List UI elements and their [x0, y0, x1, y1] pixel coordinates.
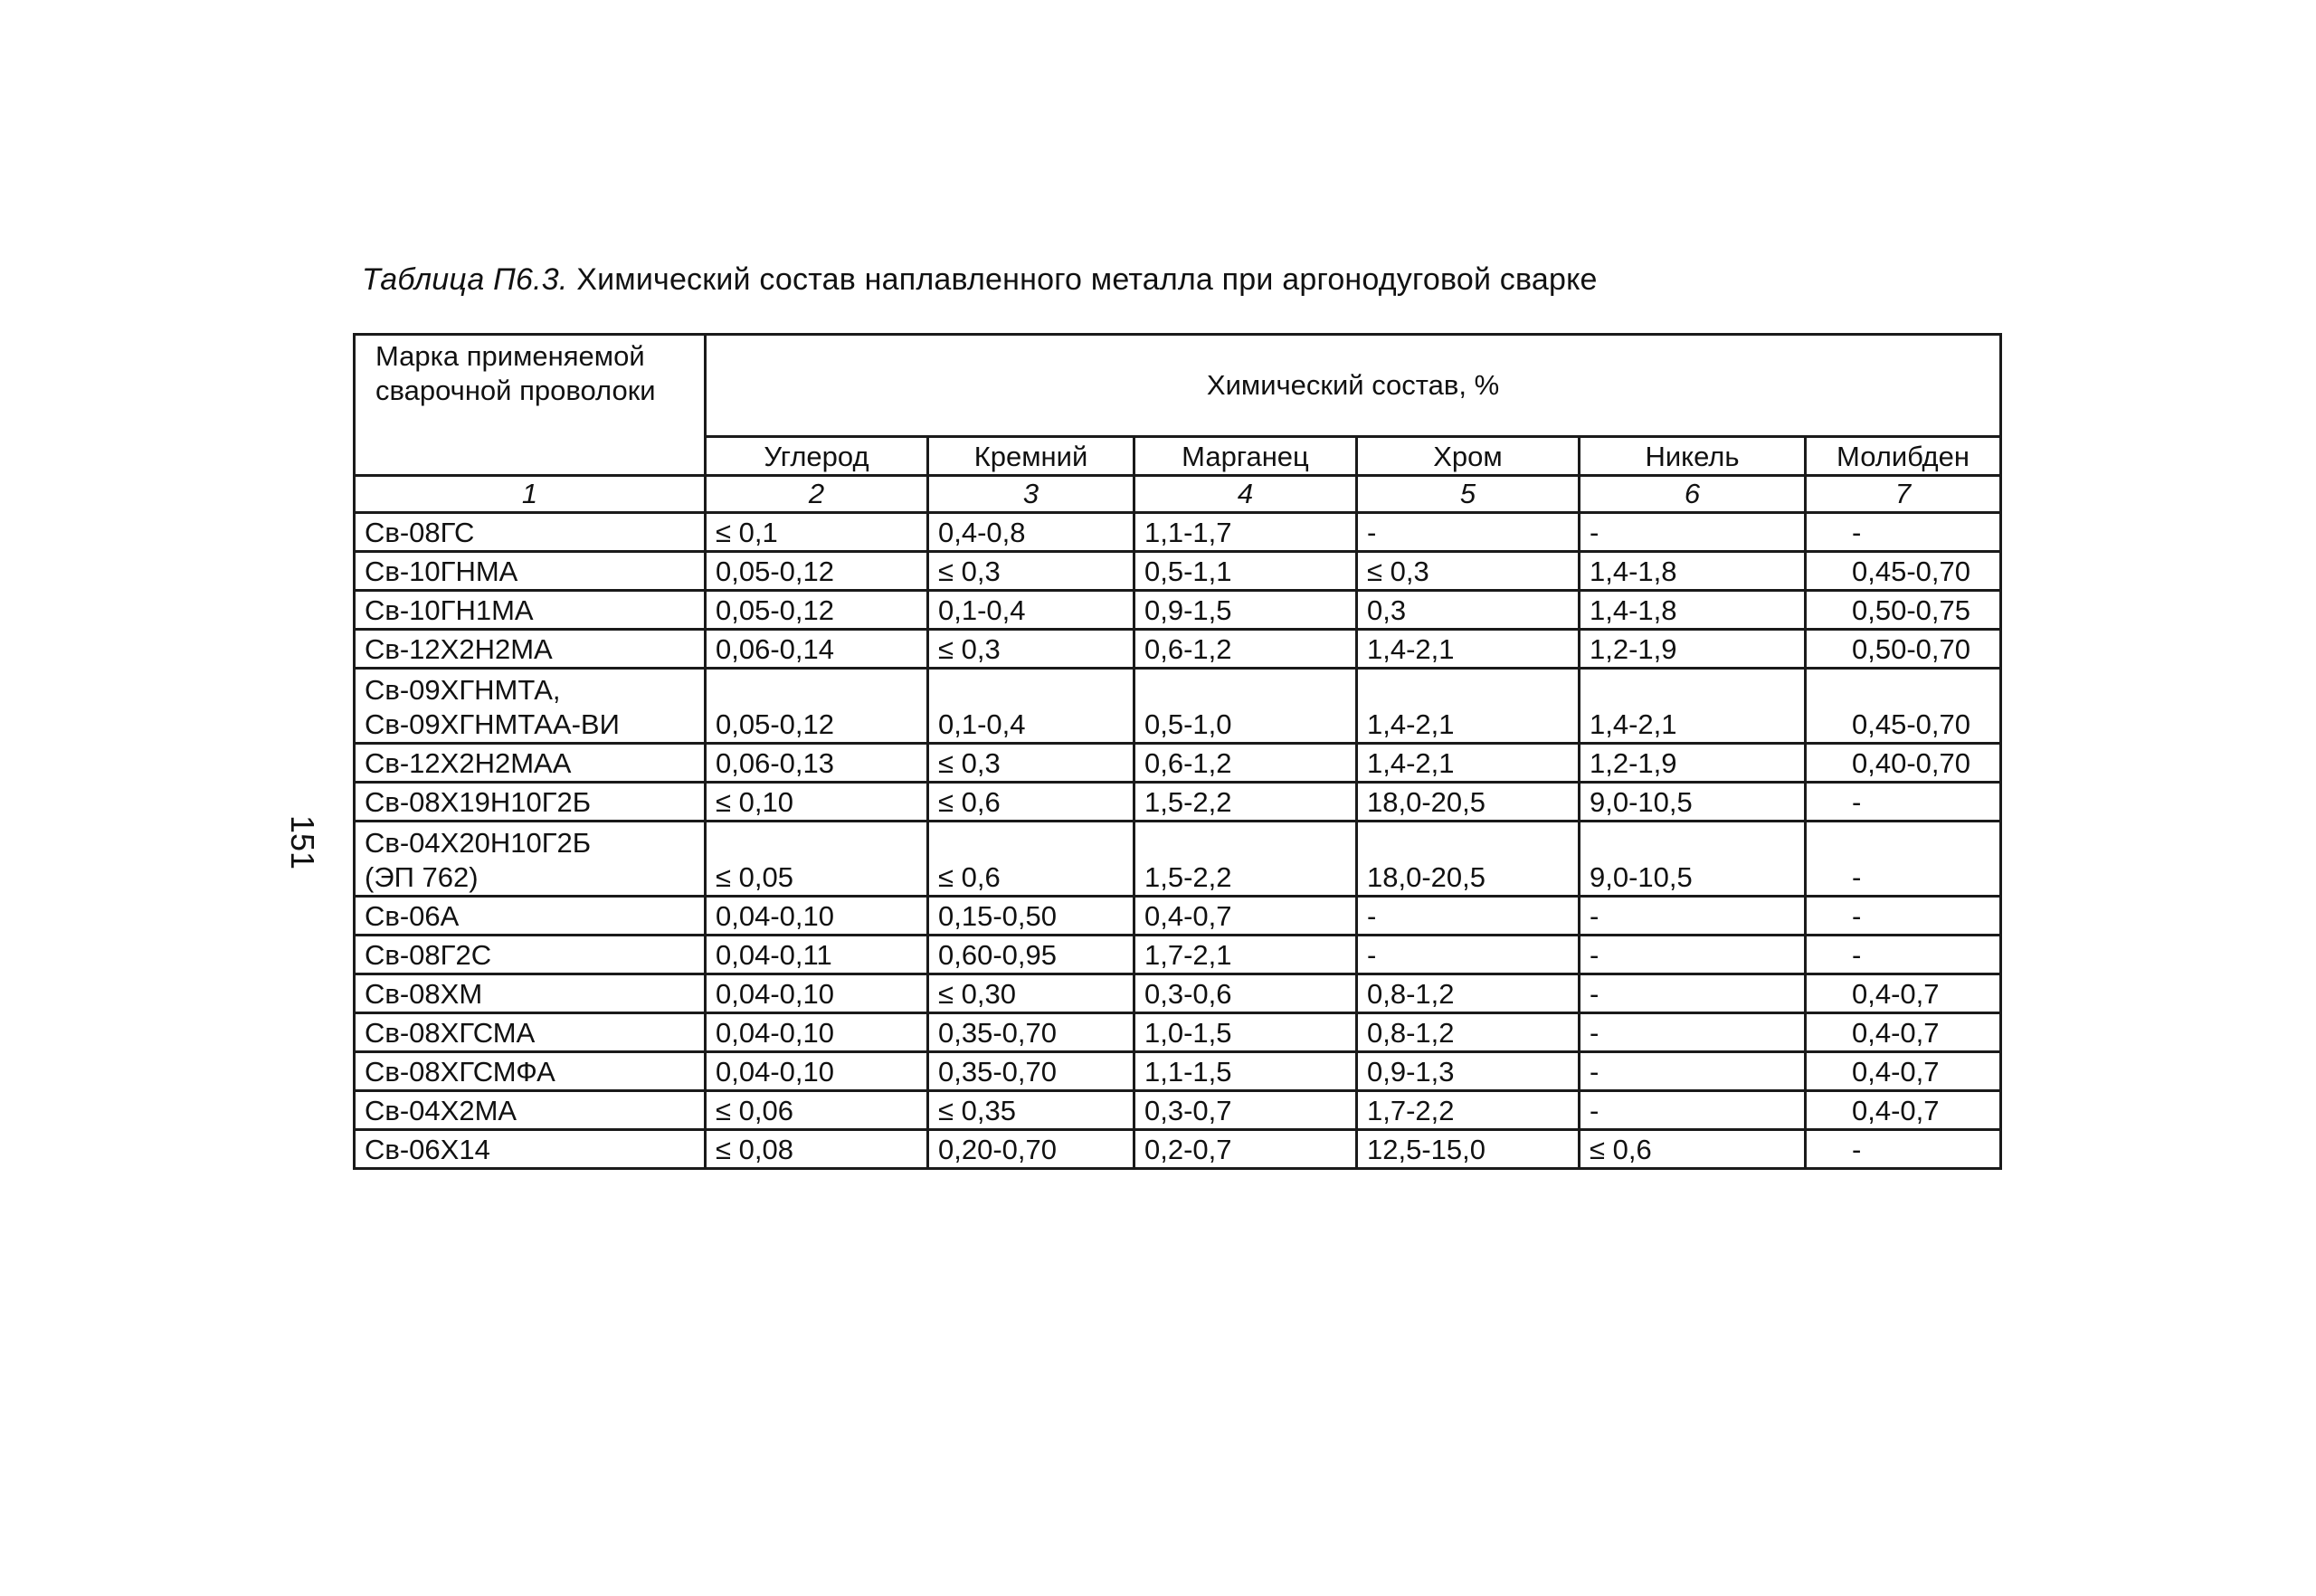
composition-value: - [1806, 936, 2001, 974]
composition-value: 9,0-10,5 [1580, 783, 1806, 822]
wire-mark: Св-08Г2С [365, 939, 492, 971]
composition-value: 0,20-0,70 [928, 1130, 1134, 1169]
mark-column-header: Марка применяемой сварочной проволоки [355, 335, 706, 476]
table-row [355, 552, 2001, 591]
wire-mark: Св-04Х20Н10Г2Б [365, 827, 592, 859]
wire-mark-cell [355, 1052, 706, 1091]
wire-mark-cell [355, 974, 706, 1013]
wire-mark: Св-09ХГНМТАА-ВИ [365, 708, 620, 740]
composition-value: 1,7-2,2 [1357, 1091, 1580, 1130]
wire-mark-cell [355, 669, 706, 744]
wire-mark: Св-08ХМ [365, 978, 483, 1010]
header-row-main [355, 335, 2001, 437]
composition-value: 1,2-1,9 [1580, 744, 1806, 783]
composition-value: - [1806, 783, 2001, 822]
composition-value: ≤ 0,3 [928, 630, 1134, 669]
composition-value: 0,3-0,7 [1134, 1091, 1357, 1130]
composition-value: ≤ 0,6 [928, 822, 1134, 897]
composition-value: 1,5-2,2 [1134, 822, 1357, 897]
composition-value: 0,4-0,8 [928, 513, 1134, 552]
composition-value: 0,2-0,7 [1134, 1130, 1357, 1169]
composition-value: 0,8-1,2 [1357, 974, 1580, 1013]
table-row [355, 630, 2001, 669]
composition-value: - [1580, 897, 1806, 936]
page-number: 151 [284, 814, 322, 870]
table-row [355, 783, 2001, 822]
composition-value: 0,45-0,70 [1806, 552, 2001, 591]
composition-value: 1,2-1,9 [1580, 630, 1806, 669]
composition-value: 0,40-0,70 [1806, 744, 2001, 783]
composition-value: 0,04-0,11 [706, 936, 928, 974]
table-row [355, 744, 2001, 783]
table-row [355, 669, 2001, 744]
composition-value: 0,3 [1357, 591, 1580, 630]
composition-value: 0,5-1,0 [1134, 669, 1357, 744]
wire-mark: Св-12Х2Н2МА [365, 633, 553, 665]
column-number: 1 [355, 476, 706, 513]
composition-value: 0,05-0,12 [706, 669, 928, 744]
composition-value: - [1357, 897, 1580, 936]
header-row-numbers [355, 476, 2001, 513]
wire-mark-cell [355, 744, 706, 783]
composition-value: - [1580, 936, 1806, 974]
composition-value: 0,60-0,95 [928, 936, 1134, 974]
composition-value: - [1806, 1130, 2001, 1169]
composition-value: 0,3-0,6 [1134, 974, 1357, 1013]
wire-mark: Св-10ГНМА [365, 556, 518, 587]
composition-value: 0,06-0,14 [706, 630, 928, 669]
composition-value: ≤ 0,10 [706, 783, 928, 822]
element-header-manganese: Марганец [1134, 437, 1357, 476]
wire-mark-cell [355, 552, 706, 591]
table-row [355, 897, 2001, 936]
composition-value: 0,4-0,7 [1806, 1052, 2001, 1091]
composition-value: 1,4-1,8 [1580, 552, 1806, 591]
composition-value: 0,35-0,70 [928, 1013, 1134, 1052]
wire-mark: Св-08ГС [365, 517, 475, 548]
composition-value: 0,35-0,70 [928, 1052, 1134, 1091]
table-caption-text: Химический состав наплавленного металла при аргонодуговой сварке [576, 262, 1598, 297]
composition-value: 0,9-1,3 [1357, 1052, 1580, 1091]
composition-value: - [1806, 897, 2001, 936]
composition-value: 0,1-0,4 [928, 669, 1134, 744]
table-row [355, 591, 2001, 630]
column-number: 4 [1134, 476, 1357, 513]
wire-mark: (ЭП 762) [365, 861, 479, 893]
composition-value: 0,15-0,50 [928, 897, 1134, 936]
composition-value: ≤ 0,08 [706, 1130, 928, 1169]
composition-value: 0,6-1,2 [1134, 630, 1357, 669]
composition-value: ≤ 0,06 [706, 1091, 928, 1130]
wire-mark: Св-08ХГСМФА [365, 1056, 555, 1088]
composition-table [353, 333, 2002, 1170]
wire-mark-cell [355, 513, 706, 552]
composition-value: ≤ 0,6 [928, 783, 1134, 822]
composition-value: 0,04-0,10 [706, 974, 928, 1013]
wire-mark: Св-08ХГСМА [365, 1017, 536, 1049]
table-body [355, 513, 2001, 1169]
wire-mark: Св-06А [365, 900, 460, 932]
column-number: 3 [928, 476, 1134, 513]
composition-value: ≤ 0,3 [1357, 552, 1580, 591]
table-row [355, 513, 2001, 552]
composition-value: ≤ 0,30 [928, 974, 1134, 1013]
composition-value: 0,05-0,12 [706, 552, 928, 591]
composition-value: 0,45-0,70 [1806, 669, 2001, 744]
composition-value: 1,5-2,2 [1134, 783, 1357, 822]
composition-value: 18,0-20,5 [1357, 783, 1580, 822]
column-number: 6 [1580, 476, 1806, 513]
composition-value: 1,4-2,1 [1357, 630, 1580, 669]
composition-value: ≤ 0,6 [1580, 1130, 1806, 1169]
composition-value: - [1357, 936, 1580, 974]
wire-mark: Св-09ХГНМТА, [365, 674, 561, 706]
composition-value: 18,0-20,5 [1357, 822, 1580, 897]
table-caption-label: Таблица П6.3. [362, 262, 568, 297]
composition-value: - [1580, 1013, 1806, 1052]
composition-value: 0,04-0,10 [706, 897, 928, 936]
table-row [355, 1013, 2001, 1052]
wire-mark-cell [355, 936, 706, 974]
wire-mark-cell [355, 1013, 706, 1052]
composition-value: 1,7-2,1 [1134, 936, 1357, 974]
composition-value: 0,06-0,13 [706, 744, 928, 783]
composition-value: 1,4-2,1 [1580, 669, 1806, 744]
element-header-nickel: Никель [1580, 437, 1806, 476]
composition-value: - [1580, 513, 1806, 552]
composition-value: ≤ 0,1 [706, 513, 928, 552]
composition-value: ≤ 0,05 [706, 822, 928, 897]
composition-value: 0,05-0,12 [706, 591, 928, 630]
wire-mark-cell [355, 591, 706, 630]
composition-value: 1,4-2,1 [1357, 744, 1580, 783]
wire-mark-cell [355, 783, 706, 822]
composition-value: 9,0-10,5 [1580, 822, 1806, 897]
composition-value: 1,4-2,1 [1357, 669, 1580, 744]
composition-value: 0,5-1,1 [1134, 552, 1357, 591]
composition-value: 0,4-0,7 [1806, 1013, 2001, 1052]
table-row [355, 974, 2001, 1013]
composition-value: 0,6-1,2 [1134, 744, 1357, 783]
composition-value: 0,9-1,5 [1134, 591, 1357, 630]
composition-header: Химический состав, % [706, 335, 2001, 437]
composition-value: ≤ 0,3 [928, 744, 1134, 783]
wire-mark-cell [355, 822, 706, 897]
composition-value: 1,1-1,7 [1134, 513, 1357, 552]
table-row [355, 1091, 2001, 1130]
wire-mark-cell [355, 630, 706, 669]
column-number: 2 [706, 476, 928, 513]
table-row [355, 936, 2001, 974]
composition-value: 0,50-0,75 [1806, 591, 2001, 630]
wire-mark: Св-08Х19Н10Г2Б [365, 786, 592, 818]
composition-value: - [1806, 513, 2001, 552]
table-row [355, 1130, 2001, 1169]
composition-value: 0,1-0,4 [928, 591, 1134, 630]
wire-mark-cell [355, 1091, 706, 1130]
wire-mark: Св-06Х14 [365, 1134, 490, 1165]
composition-value: ≤ 0,35 [928, 1091, 1134, 1130]
wire-mark: Св-12Х2Н2МАА [365, 747, 572, 779]
composition-value: - [1580, 974, 1806, 1013]
composition-value: - [1580, 1091, 1806, 1130]
wire-mark-cell [355, 897, 706, 936]
composition-value: 1,0-1,5 [1134, 1013, 1357, 1052]
composition-value: 12,5-15,0 [1357, 1130, 1580, 1169]
composition-value: - [1357, 513, 1580, 552]
wire-mark: Св-04Х2МА [365, 1095, 517, 1126]
composition-value: 0,04-0,10 [706, 1013, 928, 1052]
table-row [355, 822, 2001, 897]
composition-value: 0,50-0,70 [1806, 630, 2001, 669]
table-row [355, 1052, 2001, 1091]
table-caption [362, 262, 1598, 298]
composition-value: 0,4-0,7 [1134, 897, 1357, 936]
element-header-carbon: Углерод [706, 437, 928, 476]
element-header-molybdenum: Молибден [1806, 437, 2001, 476]
element-header-silicon: Кремний [928, 437, 1134, 476]
wire-mark-cell [355, 1130, 706, 1169]
composition-value: ≤ 0,3 [928, 552, 1134, 591]
composition-value: 0,4-0,7 [1806, 1091, 2001, 1130]
column-number: 5 [1357, 476, 1580, 513]
composition-value: - [1580, 1052, 1806, 1091]
composition-value: 1,4-1,8 [1580, 591, 1806, 630]
composition-value: 0,8-1,2 [1357, 1013, 1580, 1052]
wire-mark: Св-10ГН1МА [365, 594, 534, 626]
composition-value: 0,4-0,7 [1806, 974, 2001, 1013]
column-number: 7 [1806, 476, 2001, 513]
element-header-chromium: Хром [1357, 437, 1580, 476]
composition-value: 0,04-0,10 [706, 1052, 928, 1091]
composition-value: 1,1-1,5 [1134, 1052, 1357, 1091]
composition-value: - [1806, 822, 2001, 897]
